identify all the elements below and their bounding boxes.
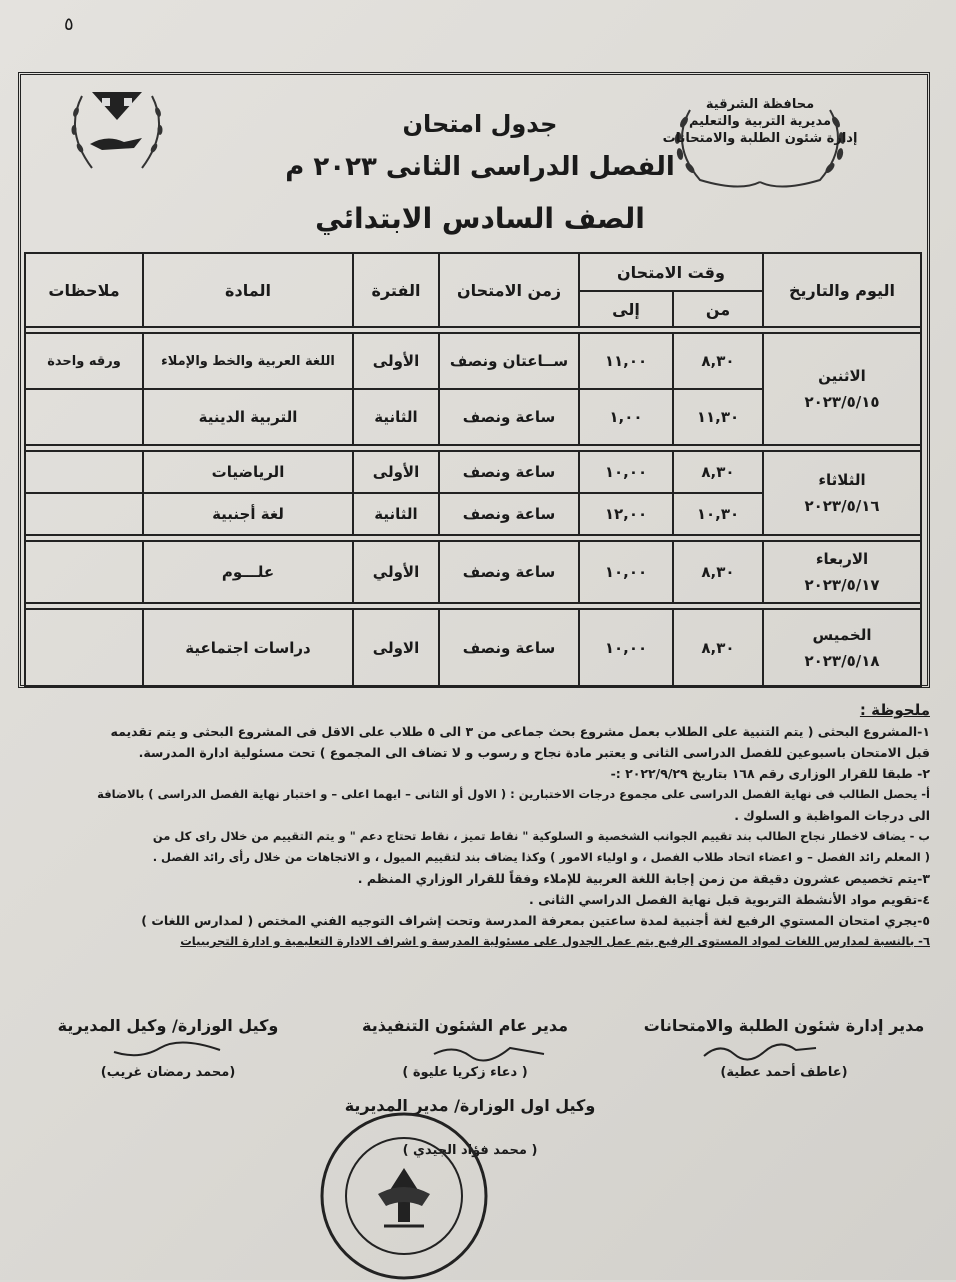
exam-note — [25, 541, 143, 603]
semester-title: الفصل الدراسى الثانى ٢٠٢٣ م — [285, 152, 675, 182]
org-line: محافظة الشرقية — [705, 97, 815, 112]
handwritten-signature-icon — [700, 1040, 820, 1062]
header-from: من — [673, 291, 763, 327]
signature-name: (محمد رمضان غريب) — [100, 1065, 236, 1080]
exam-duration: ساعة ونصف — [439, 451, 579, 493]
header-exam-time: وقت الامتحان — [579, 253, 763, 291]
header-to: إلى — [579, 291, 673, 327]
note-line: أ- يحصل الطالب فى نهاية الفصل الدراسى على مجموع درجات الاختبارين : ( الاول أو الثانى – ايهما اعلى – و اختبار نهاية الفصل الدراسى ) بالاضافة — [97, 787, 930, 801]
exam-date: ٢٠٢٣/٥/١٧ — [804, 576, 880, 594]
exam-period: الاولى — [353, 609, 439, 687]
time-to: ١,٠٠ — [579, 389, 673, 445]
exam-duration: ساعة ونصف — [439, 609, 579, 687]
exam-period: الأولى — [353, 333, 439, 389]
time-to: ١٠,٠٠ — [579, 451, 673, 493]
note-line: ٢- طبقا للقرار الوزارى رقم ١٦٨ بتاريخ ٢٠٢٢/٩/٢٩ :- — [610, 766, 930, 781]
header-notes: ملاحظات — [25, 253, 143, 327]
time-to: ١١,٠٠ — [579, 333, 673, 389]
signature-role: وكيل الوزارة/ وكيل المديرية — [57, 1016, 279, 1035]
exam-subject: اللغة العربية والخط والإملاء — [143, 333, 353, 389]
signature-role: مدير إدارة شئون الطلبة والامتحانات — [643, 1016, 925, 1035]
handwritten-signature-icon — [430, 1040, 550, 1062]
exam-note — [25, 389, 143, 445]
exam-subject: لغة أجنبية — [143, 493, 353, 535]
organization-header — [630, 96, 890, 147]
day-date-cell — [763, 609, 921, 687]
time-from: ٨,٣٠ — [673, 451, 763, 493]
time-to: ١٠,٠٠ — [579, 541, 673, 603]
time-to: ١٠,٠٠ — [579, 609, 673, 687]
exam-period: الأولي — [353, 541, 439, 603]
exam-date: ٢٠٢٣/٥/١٨ — [804, 652, 880, 670]
signature-name: ( دعاء زكريا عليوة ) — [402, 1065, 528, 1080]
time-from: ١١,٣٠ — [673, 389, 763, 445]
table-row — [25, 451, 921, 493]
exam-duration: ساعة ونصف — [439, 493, 579, 535]
exam-subject: التربية الدينية — [143, 389, 353, 445]
time-from: ٨,٣٠ — [673, 333, 763, 389]
table-row — [25, 333, 921, 389]
exam-note — [25, 451, 143, 493]
day-date-cell — [763, 541, 921, 603]
signature-role: وكيل اول الوزارة/ مدير المديرية — [344, 1096, 596, 1115]
grade-title: الصف السادس الابتدائي — [315, 202, 645, 235]
note-line: ٦- بالنسبة لمدارس اللغات لمواد المستوى الرفيع يتم عمل الجدول على مسئولية المدرسة و اشراف الادارة التعليمية و ادارة التجريبيات — [180, 934, 930, 948]
exam-subject: الرياضيات — [143, 451, 353, 493]
day-name: الثلاثاء — [818, 471, 866, 489]
org-line: إدارة شئون الطلبة والامتحانات — [662, 131, 858, 146]
table-header-row — [25, 253, 921, 291]
time-from: ٨,٣٠ — [673, 609, 763, 687]
official-stamp-icon — [318, 1110, 490, 1282]
exam-subject: علـــوم — [143, 541, 353, 603]
header-period: الفترة — [353, 253, 439, 327]
exam-duration: ساعة ونصف — [439, 389, 579, 445]
handwritten-signature-icon — [110, 1040, 230, 1062]
exam-note — [25, 609, 143, 687]
note-line: ٥-يجري امتحان المستوي الرفيع لغة أجنبية لمدة ساعتين بمعرفة المدرسة وتحت إشراف التوجيه الفني المختص ( لمدارس اللغات ) — [141, 913, 930, 928]
exam-period: الثانية — [353, 389, 439, 445]
notes-title: ملحوظة : — [859, 701, 930, 719]
signature-name: ( محمد فؤاد الجيدي ) — [402, 1143, 538, 1158]
exam-subject: دراسات اجتماعية — [143, 609, 353, 687]
note-line: ( المعلم رائد الفصل – و اعضاء اتحاد طلاب الفصل ، و اولياء الامور ) وكذا يضاف بند لتقييم الميول ، و الاتجاهات من خلال رأى رائد الفصل . — [152, 850, 930, 864]
day-name: الاربعاء — [815, 550, 869, 568]
exam-note: ورقه واحدة — [25, 333, 143, 389]
header-day-date: اليوم والتاريخ — [763, 253, 921, 327]
note-line: الى درجات المواظبة و السلوك . — [734, 808, 930, 823]
signature-name: (عاطف أحمد عطية) — [720, 1065, 848, 1080]
exam-date: ٢٠٢٣/٥/١٥ — [804, 393, 880, 411]
day-name: الخميس — [812, 626, 872, 644]
page-number: ٥ — [64, 14, 74, 35]
exam-note — [25, 493, 143, 535]
day-name: الاثنين — [818, 367, 866, 385]
notes-section — [24, 700, 930, 952]
note-line: ٣-يتم تخصيص عشرون دقيقة من زمن إجابة اللغة العربية للإملاء وفقاً للقرار الوزاري المنظم . — [357, 871, 930, 886]
exam-schedule-table — [24, 252, 922, 688]
ministry-logo-icon — [62, 86, 172, 176]
exam-period: الأولى — [353, 451, 439, 493]
table-row — [25, 609, 921, 687]
exam-date: ٢٠٢٣/٥/١٦ — [804, 497, 880, 515]
time-from: ١٠,٣٠ — [673, 493, 763, 535]
time-to: ١٢,٠٠ — [579, 493, 673, 535]
header-duration: زمن الامتحان — [439, 253, 579, 327]
signature-role: مدير عام الشئون التنفيذية — [361, 1016, 569, 1035]
exam-period: الثانية — [353, 493, 439, 535]
header-subject: المادة — [143, 253, 353, 327]
table-row — [25, 541, 921, 603]
note-line: ١-المشروع البحثى ( يتم التنبية على الطلاب بعمل مشروع بحث جماعى من ٣ الى ٥ طلاب على الاقل فى المشروع البحثى و يتم تقديمه — [110, 724, 930, 739]
day-date-cell — [763, 333, 921, 445]
exam-duration: ســاعتان ونصف — [439, 333, 579, 389]
org-line: مديرية التربية والتعليم — [688, 114, 832, 129]
exam-duration: ساعة ونصف — [439, 541, 579, 603]
page-title: جدول امتحان — [402, 110, 558, 138]
note-line: ٤-تقويم مواد الأنشطة التربوية قبل نهاية الفصل الدراسي الثانى . — [528, 892, 930, 907]
note-line: قبل الامتحان باسبوعين للفصل الدراسى الثانى و يعتبر مادة نجاح و رسوب و لا تضاف الى المجموع ) تحت مسئولية ادارة المدرسة. — [138, 745, 930, 760]
note-line: ب - يضاف لاخطار نجاح الطالب بند تقييم الجوانب الشخصية و السلوكية " نقاط تميز ، نقاط تحتاج دعم " و يتم التقييم من خلال راى كل من — [152, 829, 930, 843]
day-date-cell — [763, 451, 921, 535]
time-from: ٨,٣٠ — [673, 541, 763, 603]
